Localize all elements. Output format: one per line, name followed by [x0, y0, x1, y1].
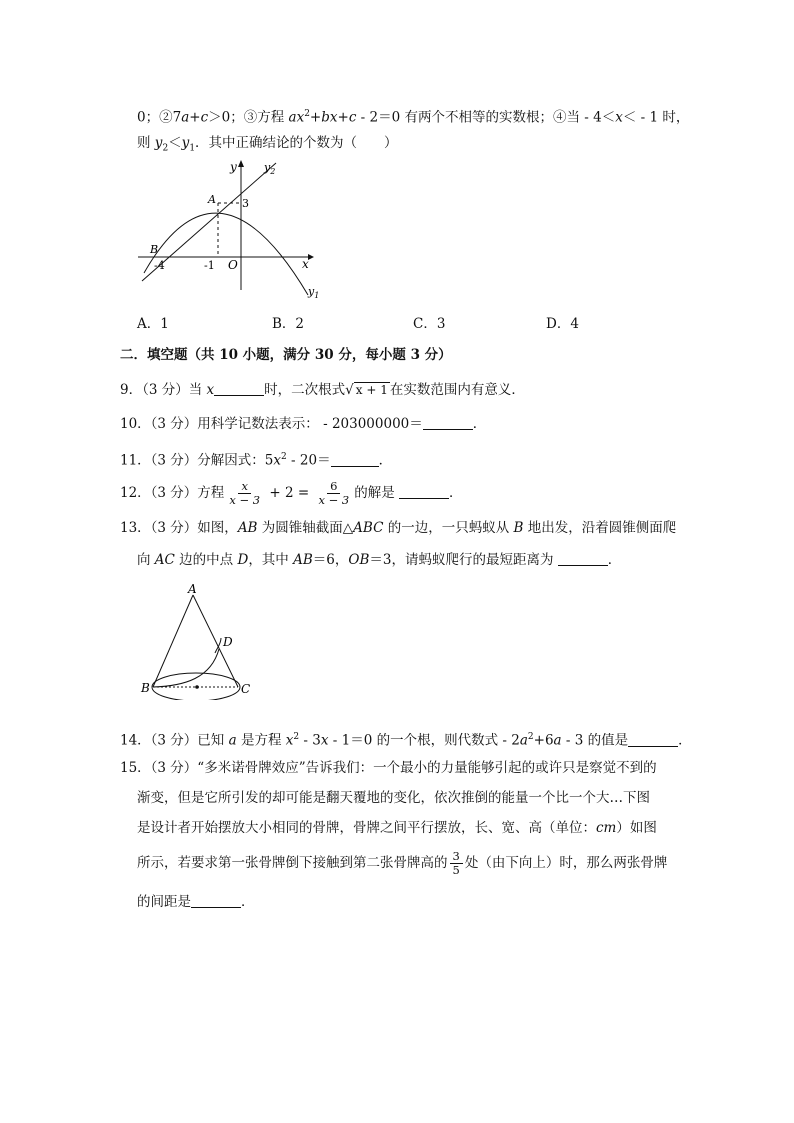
q8-line1: 0；②7a+c＞0；③方程 $ax^2+bx+c - 2=0$ 有两个不相等的实数根；④当 - 4＜x＜ - 1 时， — [137, 109, 690, 126]
q12-fraction-1: $\frac{x}{x - 3}$ — [229, 479, 261, 507]
q15-line4: 所示，若要求第一张骨牌倒下接触到第二张骨牌高的 $\frac{3}{5}$ 处（由下向上）时，那么两张骨牌 — [137, 849, 668, 877]
graph-line-label: $y_2$ — [264, 161, 276, 176]
q11: 11．（3 分）分解因式：$5x^2 - 20=$ ． — [120, 452, 393, 469]
q15-line1: 15．（3 分）“多米诺骨牌效应”告诉我们：一个最小的力量能够引起的或许只是察觉不到的 — [120, 760, 657, 776]
q15-line2: 渐变，但是它所引发的却可能是翻天覆地的变化，依次推倒的能量一个比一个大…下图 — [137, 790, 650, 806]
q15-line5: 的间距是 ． — [137, 894, 255, 910]
q14: 14．（3 分）已知 a 是方程 $x^2 - 3x - 1=0$ 的一个根，则代数式 - $2a^2+6a - 3$ 的值是 ． — [120, 732, 692, 749]
q15-line3: 是设计者开始摆放大小相同的骨牌，骨牌之间平行摆放，长、宽、高（单位：cm）如图 — [137, 820, 657, 836]
q8-option-c: C．3 — [413, 316, 446, 332]
graph-origin-label: O — [228, 258, 238, 272]
q9-sqrt: √ x + 1 — [345, 382, 388, 398]
q9: 9．（3 分）当 x 时，二次根式√ x + 1 在实数范围内有意义． — [120, 382, 525, 398]
graph-y-label: y — [230, 160, 237, 174]
q10-blank[interactable] — [423, 415, 473, 430]
q13-line2: 向 AC 边的中点 D，其中 AB＝6，OB＝3，请蚂蚁爬行的最短距离为 ． — [137, 552, 622, 568]
graph-curve-label: $y_1$ — [308, 285, 320, 300]
cone-label-d: D — [223, 635, 233, 649]
q8-option-b: B．2 — [272, 316, 305, 332]
cone-label-c: C — [241, 682, 251, 696]
q12: 12．（3 分）方程 $\frac{x}{x - 3}$ + 2 = $\frac{6}{x - 3}$ 的解是 ． — [120, 479, 463, 507]
q13-cone-figure — [135, 580, 265, 700]
q10: 10．（3 分）用科学记数法表示： - 203000000＝ ． — [120, 416, 487, 432]
graph-point-b: B — [150, 243, 159, 256]
q11-blank[interactable] — [331, 452, 379, 467]
cone-label-a: A — [188, 582, 197, 596]
q12-fraction-2: $\frac{6}{x - 3}$ — [318, 479, 350, 507]
graph-tick-minus4: -4 — [154, 259, 165, 272]
q13-line1: 13．（3 分）如图，AB 为圆锥轴截面△ABC 的一边，一只蚂蚁从 B 地出发，沿着圆锥侧面爬 — [120, 520, 677, 536]
q9-blank[interactable] — [214, 381, 264, 396]
graph-tick-minus1: -1 — [204, 259, 215, 272]
q15-fraction: $\frac{3}{5}$ — [450, 850, 463, 877]
q15-blank[interactable] — [191, 893, 241, 908]
cone-label-b: B — [141, 681, 150, 695]
q14-blank[interactable] — [628, 732, 678, 747]
q8-graph — [130, 155, 330, 300]
q13-blank[interactable] — [558, 551, 608, 566]
q8-option-a: A．1 — [137, 316, 169, 332]
q8-option-d: D．4 — [546, 316, 579, 332]
section-heading-fill-in: 二．填空题（共 10 小题，满分 30 分，每小题 3 分） — [120, 347, 452, 363]
q8-line2: 则 $y_2<y_1$．其中正确结论的个数为（ ） — [137, 135, 398, 154]
graph-point-a: A — [208, 193, 216, 206]
graph-tick-3: 3 — [242, 197, 249, 210]
graph-x-label: x — [302, 257, 309, 271]
q12-blank[interactable] — [399, 484, 449, 499]
